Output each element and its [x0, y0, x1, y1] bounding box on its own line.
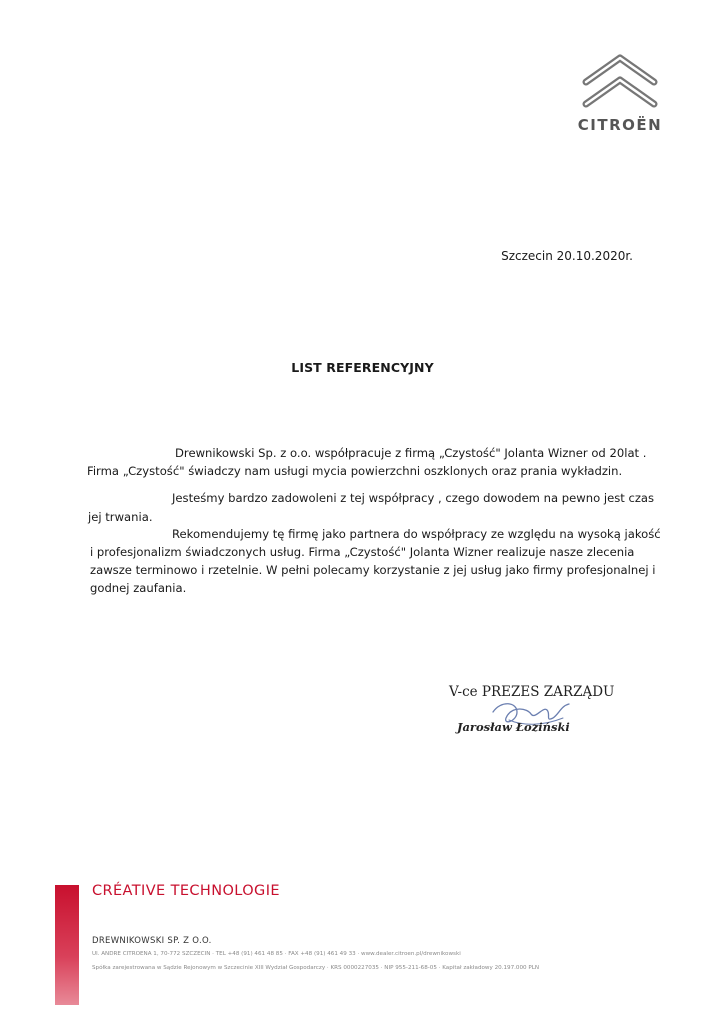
place-date: Szczecin 20.10.2020r. [501, 249, 633, 263]
footer-address: Ul. ANDRE CITROENA 1, 70-772 SZCZECIN · TEL +48 (91) 461 48 85 · FAX +48 (91) 461 49 33 · www.dealer.citroen.pl/drewnikowski [92, 951, 461, 957]
signature-name: Jarosław Łoziński [457, 720, 570, 734]
body-line: Drewnikowski Sp. z o.o. współpracuje z firmą „Czystość" Jolanta Wizner od 20lat . [175, 446, 647, 460]
citroen-logo [560, 52, 680, 136]
citroen-wordmark: CITROËN [577, 116, 663, 134]
signature-role: V-ce PREZES ZARZĄDU [449, 684, 615, 700]
citroen-double-chevron-icon [560, 52, 680, 114]
footer-registry: Spółka zarejestrowana w Sądzie Rejonowym w Szczecinie XIII Wydział Gospodarczy · KRS 0000227035 · NIP 955-211-68-05 · Kapitał zakładowy 20.197.000 PLN [92, 965, 540, 971]
body-line: Jesteśmy bardzo zadowoleni z tej współpracy , czego dowodem na pewno jest czas [172, 491, 655, 505]
letter-title: LIST REFERENCYJNY [291, 360, 434, 375]
body-line: jej trwania. [88, 510, 153, 524]
body-line: Rekomendujemy tę firmę jako partnera do współpracy ze względu na wysoką jakość [172, 527, 661, 541]
brand-accent-bar [55, 885, 79, 1005]
signature-stamp [447, 680, 637, 750]
body-line: godnej zaufania. [90, 581, 187, 595]
body-line: Firma „Czystość" świadczy nam usługi mycia powierzchni oszklonych oraz prania wykładzin. [87, 464, 623, 478]
body-line: zawsze terminowo i rzetelnie. W pełni polecamy korzystanie z jej usług jako firmy profesjonalnej i [90, 563, 656, 577]
footer-tagline: CRÉATIVE TECHNOLOGIE [92, 883, 280, 899]
body-line: i profesjonalizm świadczonych usług. Firma „Czystość" Jolanta Wizner realizuje nasze zlecenia [90, 545, 635, 559]
footer-company: DREWNIKOWSKI SP. Z O.O. [92, 936, 212, 946]
